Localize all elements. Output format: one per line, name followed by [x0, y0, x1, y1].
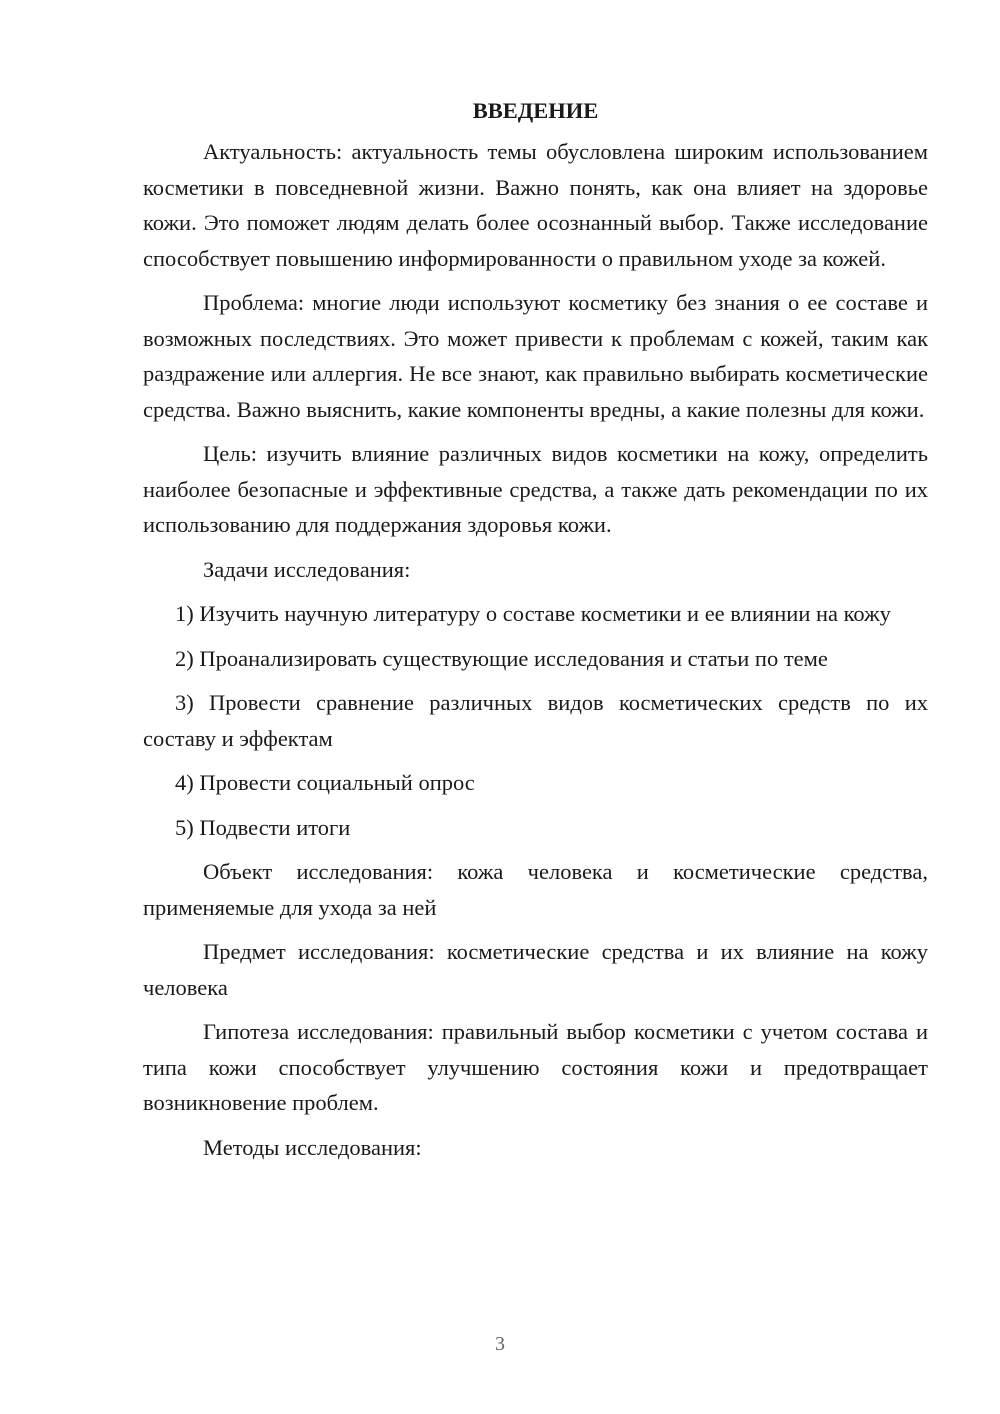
paragraph-tasks-heading: Задачи исследования:: [203, 556, 411, 582]
paragraph-goal: Цель: изучить влияние различных видов косметики на кожу, определить наиболее безопасные и эффективные средства, а также дать рекомендации по их использованию для поддержания здоровья кожи.: [143, 441, 928, 537]
list-item-task-4: 4) Провести социальный опрос: [175, 770, 475, 795]
paragraph-relevance: Актуальность: актуальность темы обусловлена широким использованием косметики в повседневной жизни. Важно понять, как она влияет на здоровье кожи. Это поможет людям делать более осознанный выбор. Также исследование способствует повышению информированности о правильном уходе за кожей.: [143, 139, 928, 271]
list-item-task-1: 1) Изучить научную литературу о составе косметики и ее влиянии на кожу: [175, 601, 891, 626]
list-item-task-5: 5) Подвести итоги: [175, 814, 351, 840]
page-title: ВВЕДЕНИЕ: [472, 98, 599, 123]
list-item-task-2: 2) Проанализировать существующие исследования и статьи по теме: [175, 645, 828, 671]
paragraph-subject: Предмет исследования: косметические средства и их влияние на кожу человека: [143, 939, 928, 1000]
paragraph-hypothesis: Гипотеза исследования: правильный выбор косметики с учетом состава и типа кожи способствует улучшению состояния кожи и предотвращает возникновение проблем.: [143, 1019, 928, 1115]
page-number: 3: [495, 1333, 505, 1355]
document-page: [143, 96, 928, 1174]
list-item-task-3: 3) Провести сравнение различных видов косметических средств по их составу и эффектам: [143, 690, 928, 751]
paragraph-methods: Методы исследования:: [203, 1134, 422, 1160]
paragraph-object: Объект исследования: кожа человека и косметические средства, применяемые для ухода за ней: [143, 859, 928, 920]
paragraph-problem: Проблема: многие люди используют косметику без знания о ее составе и возможных последствиях. Это может привести к проблемам с кожей, таким как раздражение или аллергия. Не все знают, как правильно выбирать косметические средства. Важно выяснить, какие компоненты вредны, а какие полезны для кожи.: [143, 290, 928, 422]
